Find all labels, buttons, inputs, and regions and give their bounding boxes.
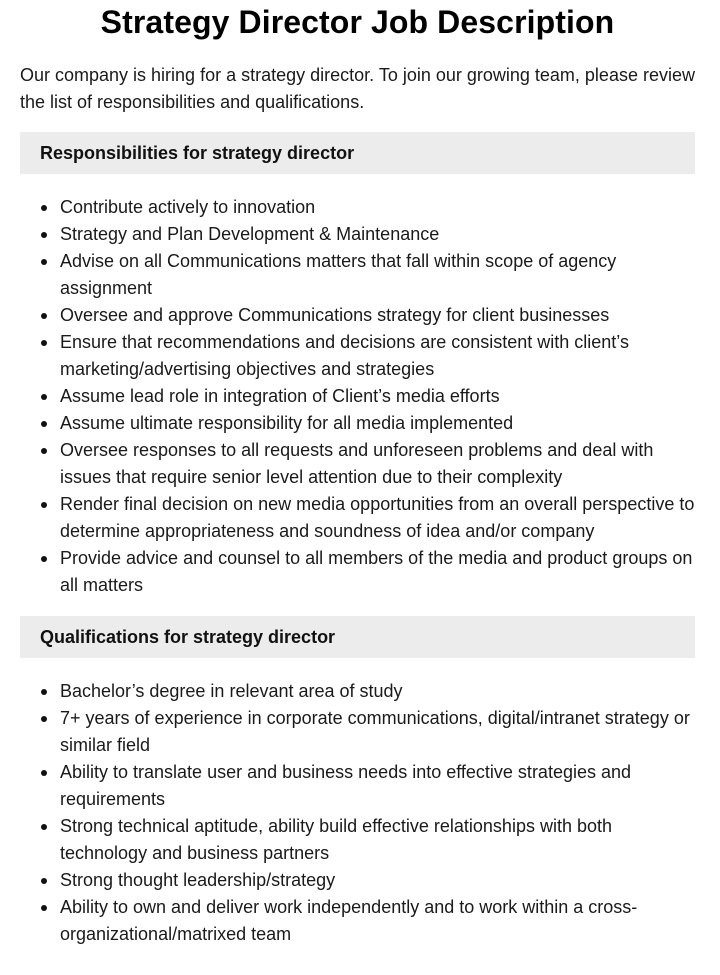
qualifications-heading: Qualifications for strategy director xyxy=(20,616,695,658)
list-item: Bachelor’s degree in relevant area of study xyxy=(20,678,695,705)
list-item: Ability to translate user and business needs into effective strategies and requirements xyxy=(20,759,695,813)
list-item: 7+ years of experience in corporate communications, digital/intranet strategy or similar field xyxy=(20,705,695,759)
list-item: Strategy and Plan Development & Maintenance xyxy=(20,221,695,248)
list-item: Strong technical aptitude, ability build effective relationships with both technology and business partners xyxy=(20,813,695,867)
list-item: Render final decision on new media opportunities from an overall perspective to determine appropriateness and soundness of idea and/or company xyxy=(20,491,695,545)
list-item: Oversee responses to all requests and unforeseen problems and deal with issues that require senior level attention due to their complexity xyxy=(20,437,695,491)
qualifications-list xyxy=(20,678,695,948)
list-item: Ensure that recommendations and decisions are consistent with client’s marketing/advertising objectives and strategies xyxy=(20,329,695,383)
list-item: Strong thought leadership/strategy xyxy=(20,867,695,894)
list-item: Assume lead role in integration of Client’s media efforts xyxy=(20,383,695,410)
page-title: Strategy Director Job Description xyxy=(100,4,615,40)
responsibilities-heading: Responsibilities for strategy director xyxy=(20,132,695,174)
list-item: Assume ultimate responsibility for all media implemented xyxy=(20,410,695,437)
list-item: Provide advice and counsel to all members of the media and product groups on all matters xyxy=(20,545,695,599)
list-item: Advise on all Communications matters that fall within scope of agency assignment xyxy=(20,248,695,302)
intro-paragraph: Our company is hiring for a strategy director. To join our growing team, please review the list of responsibilities and qualifications. xyxy=(20,65,695,112)
list-item: Contribute actively to innovation xyxy=(20,194,695,221)
list-item: Oversee and approve Communications strategy for client businesses xyxy=(20,302,695,329)
responsibilities-list xyxy=(20,194,695,599)
list-item: Ability to own and deliver work independently and to work within a cross-organizational/matrixed team xyxy=(20,894,695,948)
